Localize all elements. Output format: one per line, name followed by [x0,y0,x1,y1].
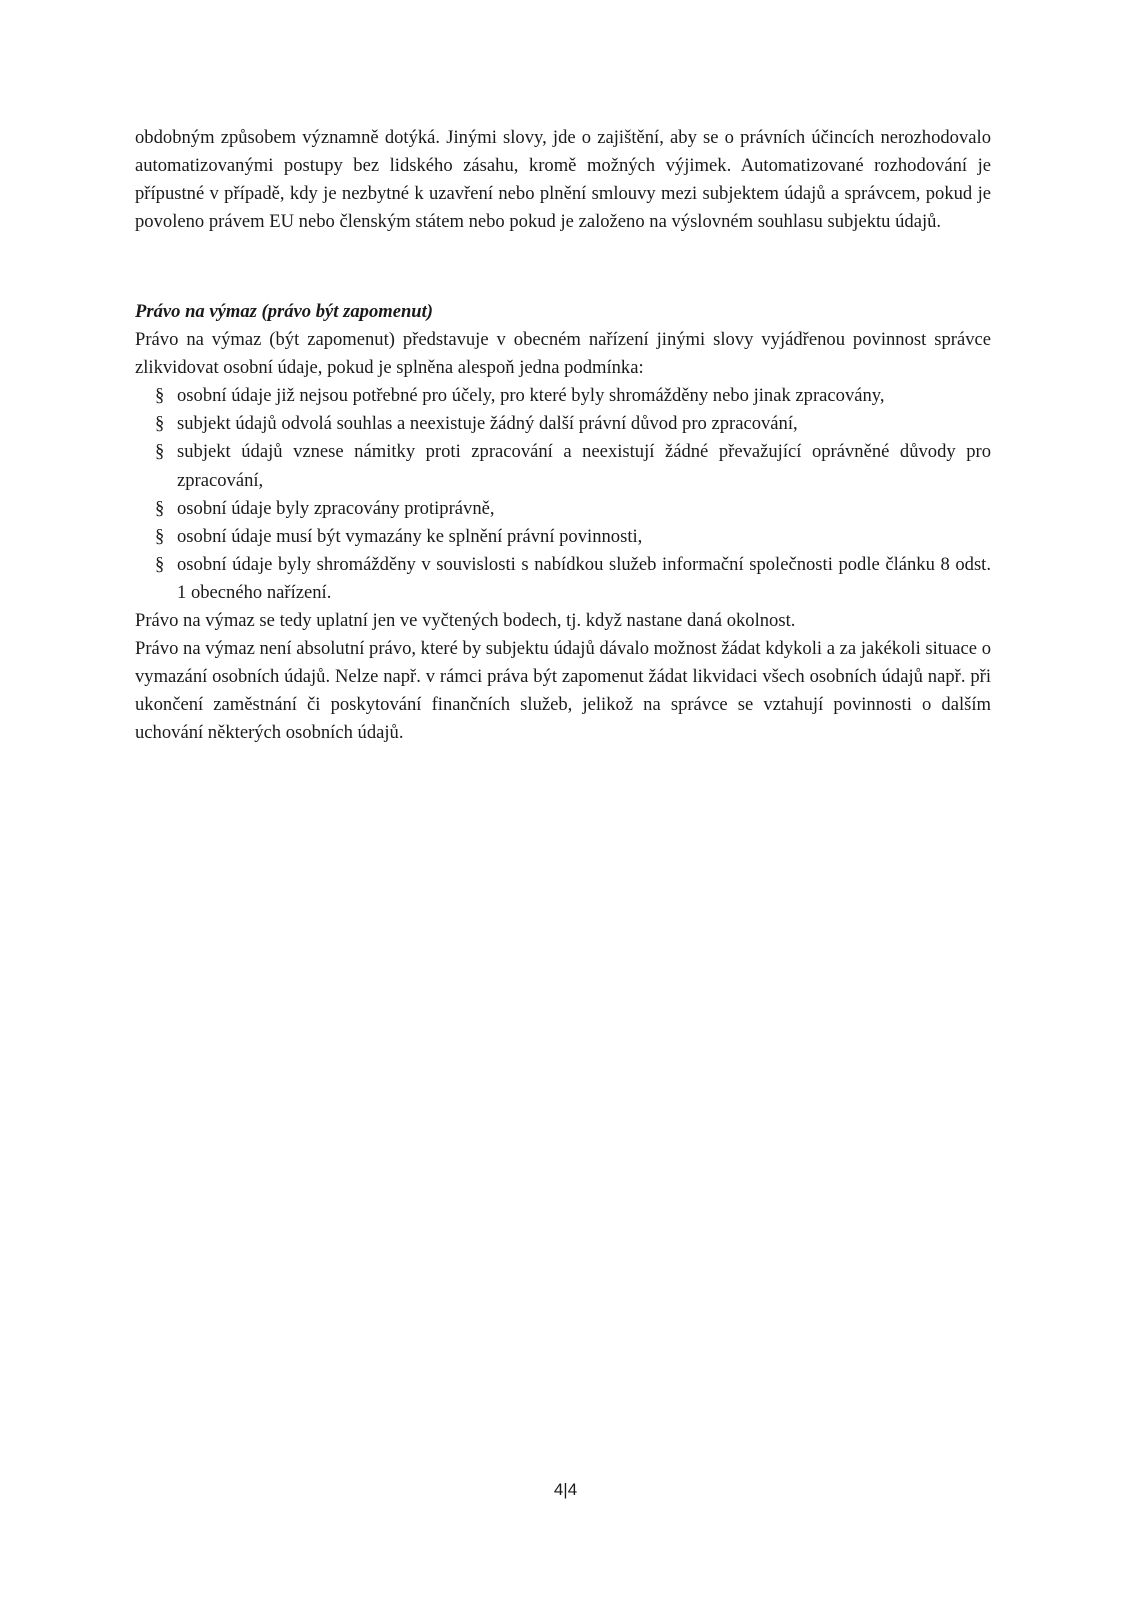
not-absolute-paragraph: Právo na výmaz není absolutní právo, které by subjektu údajů dávalo možnost žádat kdykoli a za jakékoli situace o vymazání osobních údajů. Nelze např. v rámci práva být zapomenut žádat likvidaci všech osobních údajů např. při ukončení zaměstnání či poskytování finančních služeb, jelikož na správce se vztahují povinnosti o dalším uchování některých osobních údajů. [135,638,991,744]
section-sign-icon: § [155,497,165,519]
section-sign-icon: § [155,385,165,407]
list-item-text: osobní údaje byly zpracovány protiprávně, [177,497,495,519]
intro-block [135,124,991,236]
list-item-text: osobní údaje již nejsou potřebné pro účely, pro které byly shromážděny nebo jinak zpracovány, [177,385,885,407]
section-lead-paragraph: Právo na výmaz (být zapomenut) představuje v obecném nařízení jinými slovy vyjádřenou povinnost správce zlikvidovat osobní údaje, pokud je splněna alespoň jedna podmínka: [135,329,991,379]
page-number: 4|4 [553,1480,578,1499]
list-item [135,410,991,438]
list-item [135,523,991,551]
list-item-text: subjekt údajů vznese námitky proti zpracování a neexistují žádné převažující oprávněné důvody pro zpracování, [177,441,991,491]
scope-paragraph: Právo na výmaz se tedy uplatní jen ve vyčtených bodech, tj. když nastane daná okolnost. [135,610,796,632]
section-sign-icon: § [155,553,165,575]
section-sign-icon: § [155,413,165,435]
section-sign-icon: § [155,441,165,463]
conditions-list [135,382,991,607]
list-item [135,495,991,523]
intro-paragraph: obdobným způsobem významně dotýká. Jinými slovy, jde o zajištění, aby se o právních účincích nerozhodovalo automatizovanými postupy bez lidského zásahu, kromě možných výjimek. Automatizované rozhodování je přípustné v případě, kdy je nezbytné k uzavření nebo plnění smlouvy mezi subjektem údajů a správcem, pokud je povoleno právem EU nebo členským státem nebo pokud je založeno na výslovném souhlasu subjektu údajů. [135,127,991,233]
list-item [135,382,991,410]
list-item-text: osobní údaje musí být vymazány ke splnění právní povinnosti, [177,525,643,547]
list-item-text: subjekt údajů odvolá souhlas a neexistuje žádný další právní důvod pro zpracování, [177,413,798,435]
section-heading: Právo na výmaz (právo být zapomenut) [135,301,433,322]
list-item-text: osobní údaje byly shromážděny v souvislosti s nabídkou služeb informační společnosti podle článku 8 odst. 1 obecného nařízení. [177,553,991,603]
list-item [135,551,991,607]
section-sign-icon: § [155,525,165,547]
list-item [135,438,991,494]
erasure-section [135,298,991,748]
